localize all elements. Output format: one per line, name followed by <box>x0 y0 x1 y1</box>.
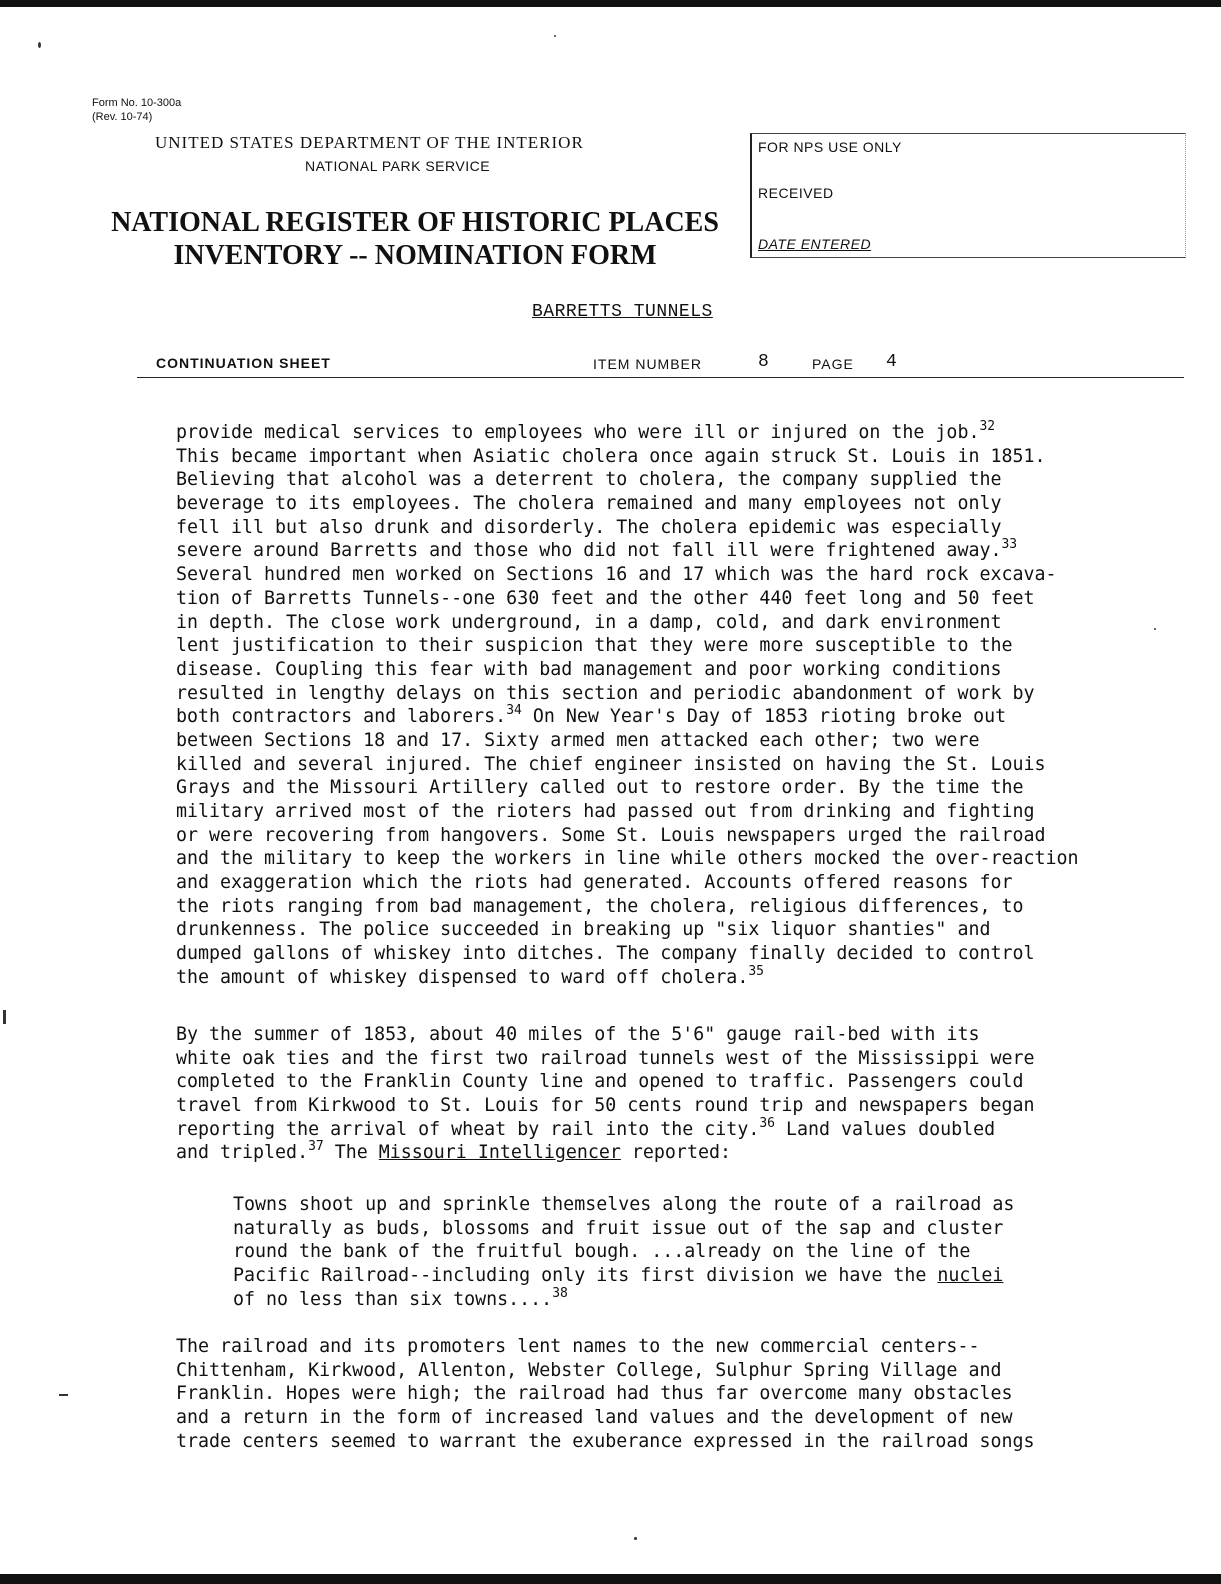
line-text: Several hundred men worked on Sections 16 and 17 which was the hard rock excava- <box>176 564 1057 586</box>
header-rule <box>137 377 1184 378</box>
line-text: and exaggeration which the riots had generated. Accounts offered reasons for <box>176 872 1013 894</box>
paragraph-1-line <box>176 942 1079 966</box>
paragraph-2 <box>176 1023 1035 1165</box>
quote-line: naturally as buds, blossoms and fruit issue out of the sap and cluster <box>233 1217 1004 1239</box>
line-text: and the military to keep the workers in line while others mocked the over-reaction <box>176 848 1079 870</box>
quote-line: round the bank of the fruitful bough. ...already on the line of the <box>233 1241 971 1263</box>
paragraph-1-line <box>176 682 1079 706</box>
form-title-line-1: NATIONAL REGISTER OF HISTORIC PLACES <box>111 207 719 238</box>
paragraph-1-line <box>176 729 1079 753</box>
item-number-label: ITEM NUMBER <box>593 356 702 372</box>
line-text: reported: <box>620 1142 731 1164</box>
paragraph-3-line: Chittenham, Kirkwood, Allenton, Webster College, Sulphur Spring Village and <box>176 1359 1002 1381</box>
footnote-ref: 34 <box>506 703 522 719</box>
line-text: The <box>323 1142 379 1164</box>
paragraph-3 <box>176 1335 1035 1453</box>
scan-mark <box>634 1537 637 1540</box>
form-number-block <box>92 96 181 124</box>
scan-top-border <box>0 0 1221 7</box>
line-text: military arrived most of the rioters had passed out from drinking and fighting <box>176 801 1035 822</box>
footnote-ref: 36 <box>759 1115 775 1131</box>
line-text: drunkenness. The police succeeded in breaking up "six liquor shanties" and <box>176 919 991 941</box>
paragraph-1-line <box>176 516 1079 540</box>
paragraph-1-line <box>176 776 1079 800</box>
line-text: provide medical services to employees who were ill or injured on the job. <box>176 422 980 443</box>
date-entered-label: DATE ENTERED <box>758 236 872 252</box>
scan-mark <box>1154 628 1156 630</box>
line-text: and tripled. <box>176 1142 309 1164</box>
paragraph-1-line <box>176 658 1079 682</box>
line-text: severe around Barretts and those who did not fall ill were frightened away. <box>176 540 1002 562</box>
form-title-line-2: INVENTORY -- NOMINATION FORM <box>173 240 657 271</box>
nps-use-only-heading: FOR NPS USE ONLY <box>758 139 902 155</box>
footnote-ref: 35 <box>748 963 764 979</box>
paragraph-3-line: Franklin. Hopes were high; the railroad had thus far overcome many obstacles <box>176 1383 1013 1405</box>
continuation-sheet-label: CONTINUATION SHEET <box>156 355 331 371</box>
line-text: Believing that alcohol was a deterrent to cholera, the company supplied the <box>176 469 1002 491</box>
page-label: PAGE <box>812 356 854 372</box>
underlined-word: nuclei <box>937 1265 1004 1287</box>
paragraph-1-line <box>176 634 1079 658</box>
form-revision: (Rev. 10-74) <box>92 111 153 123</box>
footnote-ref: 37 <box>308 1139 324 1155</box>
quote-line <box>233 1285 1014 1312</box>
paragraph-3-line: and a return in the form of increased land values and the development of new <box>176 1407 1013 1429</box>
paragraph-1-line <box>176 587 1079 611</box>
page-number-value: 4 <box>886 352 897 372</box>
paragraph-2-line <box>176 1115 1035 1142</box>
department-heading: UNITED STATES DEPARTMENT OF THE INTERIOR <box>155 133 584 152</box>
line-text: Land values doubled <box>775 1118 996 1140</box>
line-text: Grays and the Missouri Artillery called out to restore order. By the time the <box>176 777 1024 799</box>
line-text: reporting the arrival of wheat by rail into the city. <box>176 1118 760 1140</box>
footnote-ref: 32 <box>979 419 996 434</box>
line-text: resulted in lengthy delays on this section and periodic abandonment of work by <box>176 682 1035 704</box>
line-text: between Sections 18 and 17. Sixty armed men attacked each other; two were <box>176 729 980 751</box>
line-text: disease. Coupling this fear with bad management and poor working conditions <box>176 658 1002 680</box>
paragraph-1-line <box>176 895 1079 919</box>
quote-line: Towns shoot up and sprinkle themselves along the route of a railroad as <box>233 1194 1015 1215</box>
line-text: Pacific Railroad--including only its first division we have the <box>233 1265 938 1287</box>
paragraph-2-line: By the summer of 1853, about 40 miles of the 5'6" gauge rail-bed with its <box>176 1024 980 1045</box>
scan-bottom-border <box>0 1574 1221 1584</box>
line-text: On New Year's Day of 1853 rioting broke out <box>521 706 1007 728</box>
paragraph-3-line: The railroad and its promoters lent names to the new commercial centers-- <box>176 1336 980 1357</box>
line-text: lent justification to their suspicion that they were more susceptible to the <box>176 635 1013 657</box>
paragraph-1-line <box>176 800 1079 824</box>
paragraph-1-line <box>176 705 1079 729</box>
paragraph-1 <box>176 421 1079 990</box>
source-title: Missouri Intelligencer <box>378 1142 621 1164</box>
line-text: or were recovering from hangovers. Some St. Louis newspapers urged the railroad <box>176 824 1046 846</box>
line-text: in depth. The close work underground, in a damp, cold, and dark environment <box>176 611 1002 633</box>
line-text: the riots ranging from bad management, the cholera, religious differences, to <box>176 895 1024 917</box>
line-text: tion of Barretts Tunnels--one 630 feet and the other 440 feet long and 50 feet <box>176 587 1035 609</box>
form-number: Form No. 10-300a <box>92 97 182 109</box>
paragraph-1-line <box>176 563 1079 587</box>
paragraph-1-line <box>176 753 1079 777</box>
item-number-value: 8 <box>758 352 769 372</box>
paragraph-1-line <box>176 611 1079 635</box>
line-text: This became important when Asiatic cholera once again struck St. Louis in 1851. <box>176 445 1046 467</box>
scan-mark <box>554 35 556 37</box>
paragraph-2-line: completed to the Franklin County line and opened to traffic. Passengers could <box>176 1071 1024 1093</box>
line-text: the amount of whiskey dispensed to ward off cholera. <box>176 966 749 988</box>
line-text: killed and several injured. The chief engineer insisted on having the St. Louis <box>176 753 1046 775</box>
line-text: dumped gallons of whiskey into ditches. The company finally decided to control <box>176 943 1035 965</box>
scan-mark <box>38 42 41 48</box>
paragraph-1-line <box>176 421 1079 445</box>
quote-line <box>233 1264 1014 1288</box>
scan-mark <box>3 1010 6 1024</box>
footnote-ref: 38 <box>552 1285 568 1301</box>
line-text: both contractors and laborers. <box>176 706 507 728</box>
paragraph-2-line <box>176 1141 1035 1165</box>
paragraph-1-line <box>176 492 1079 516</box>
received-label: RECEIVED <box>758 185 834 201</box>
nps-use-only-box <box>750 133 1186 258</box>
block-quote <box>233 1193 1014 1311</box>
paragraph-1-line <box>176 468 1079 492</box>
paragraph-1-line <box>176 539 1079 563</box>
line-text: of no less than six towns.... <box>233 1288 553 1310</box>
form-title <box>95 206 735 272</box>
paragraph-2-line: travel from Kirkwood to St. Louis for 50 cents round trip and newspapers began <box>176 1095 1035 1117</box>
line-text: beverage to its employees. The cholera remained and many employees not only <box>176 493 1002 515</box>
footnote-ref: 33 <box>1001 537 1018 553</box>
paragraph-1-line <box>176 871 1079 895</box>
paragraph-1-line <box>176 445 1079 469</box>
paragraph-1-line <box>176 963 1079 990</box>
paragraph-2-line: white oak ties and the first two railroad tunnels west of the Mississippi were <box>176 1047 1035 1069</box>
line-text: fell ill but also drunk and disorderly. The cholera epidemic was especially <box>176 516 1002 538</box>
scan-mark <box>59 1394 68 1396</box>
paragraph-1-line <box>176 918 1079 942</box>
paragraph-1-line <box>176 824 1079 848</box>
paragraph-3-line: trade centers seemed to warrant the exuberance expressed in the railroad songs <box>176 1430 1035 1452</box>
property-name: BARRETTS TUNNELS <box>532 302 713 322</box>
paragraph-1-line <box>176 847 1079 871</box>
service-heading: NATIONAL PARK SERVICE <box>305 158 491 174</box>
